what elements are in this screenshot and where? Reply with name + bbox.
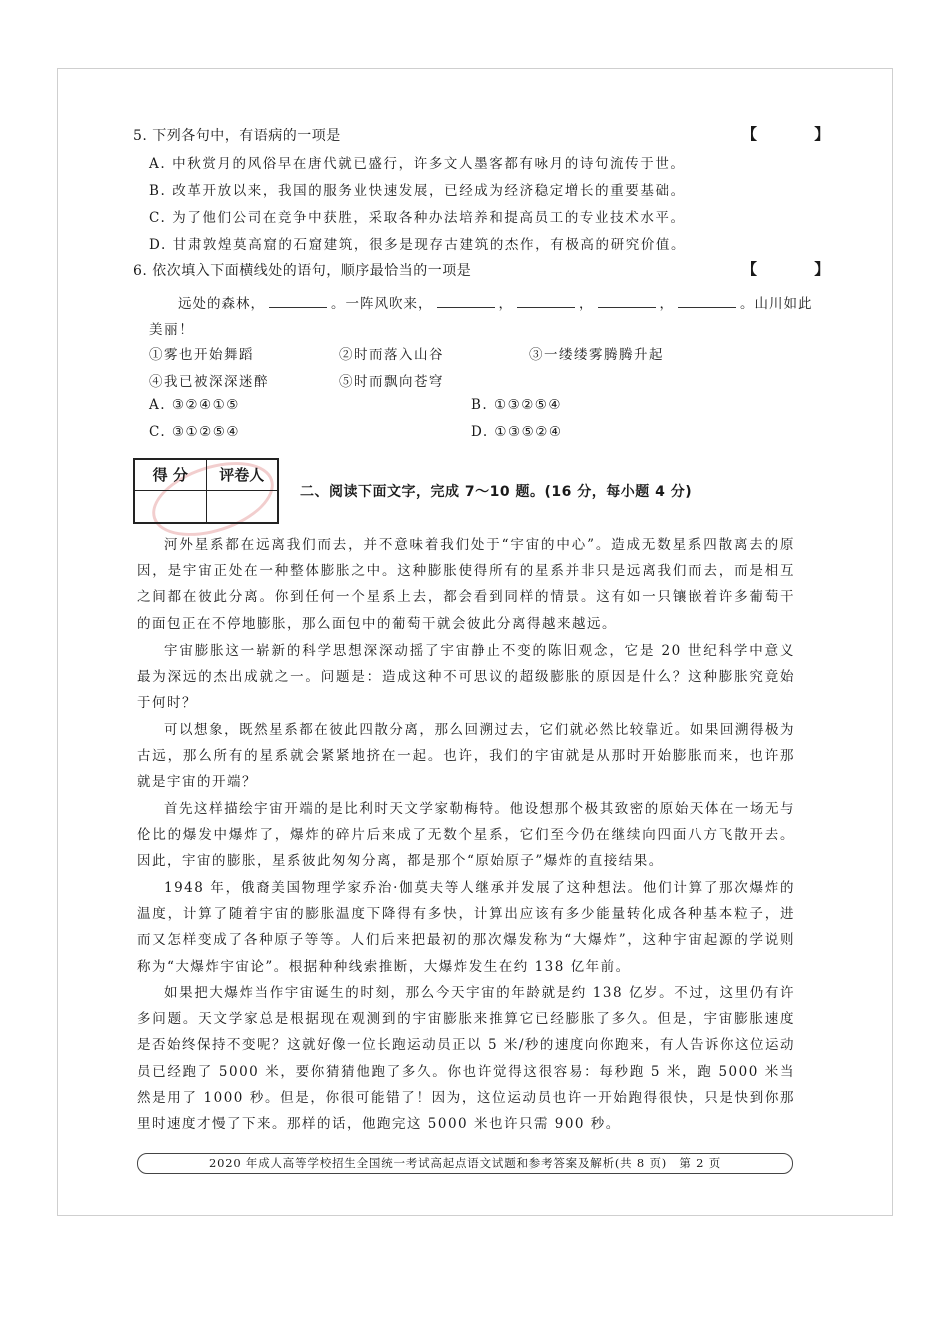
q6-choice-a: A. ③②④①⑤ [149, 397, 240, 413]
q5-option-c: C. 为了他们公司在竞争中获胜，采取各种办法培养和提高员工的专业技术水平。 [149, 210, 686, 226]
q6-choice-c: C. ③①②⑤④ [149, 424, 240, 440]
passage-paragraph-6: 如果把大爆炸当作宇宙诞生的时刻，那么今天宇宙的年龄就是约 138 亿岁。不过，这里仍有许多问题。天文学家总是根据现在观测到的宇宙膨胀来推算它已经膨胀了多久。但是，宇宙膨胀速度是否始终保持不变呢？这就好像一位长跑运动员正以 5 米/秒的速度向你跑来，有人告诉你这位运动员已经跑了 5000 米，要你猜猜他跑了多久。你也许觉得这很容易：每秒跑 5 米，跑 5000 米当然是用了 1000 秒。但是，你很可能错了！因为，这位运动员也许一开始跑得很快，只是快到你那里时速度才慢了下来。那样的话，他跑完这 5000 米也许只需 900 秒。 [137, 985, 795, 1133]
q6-sep-2: ， [579, 296, 594, 312]
passage-paragraph-4: 首先这样描绘宇宙开端的是比利时天文学家勒梅特。他设想那个极其致密的原始天体在一场无与伦比的爆发中爆炸了，爆炸的碎片后来成了无数个星系，它们至今仍在继续向四面八方飞散开去。因此，宇宙的膨胀，星系彼此匆匆分离，都是那个“原始原子”爆炸的直接结果。 [137, 801, 795, 870]
reviewer-label: 评卷人 [206, 460, 278, 490]
q5-option-a: A. 中秋赏月的风俗早在唐代就已盛行，许多文人墨客都有咏月的诗句流传于世。 [149, 156, 686, 172]
q6-item-3: ③一缕缕雾腾腾升起 [529, 347, 664, 363]
passage-paragraph-2: 宇宙膨胀这一崭新的科学思想深深动摇了宇宙静止不变的陈旧观念，它是 20 世纪科学中意义最为深远的杰出成就之一。问题是：造成这种不可思议的超级膨胀的原因是什么？这种膨胀究竟始于何时？ [137, 643, 795, 712]
q6-sentence [150, 292, 813, 312]
page-footer: 2020 年成人高等学校招生全国统一考试高起点语文试题和参考答案及解析(共 8 页) 第 2 页 [137, 1153, 793, 1174]
q6-choice-d: D. ①③⑤②④ [471, 424, 563, 440]
blank-5 [678, 295, 736, 308]
q5-stem: 5. 下列各句中，有语病的一项是 [133, 128, 341, 144]
score-label: 得 分 [152, 466, 188, 484]
q6-item-5: ⑤时而飘向苍穹 [339, 374, 444, 390]
q6-item-2: ②时而落入山谷 [339, 347, 444, 363]
score-box [133, 458, 279, 524]
q6-stem: 6. 依次填入下面横线处的语句，顺序最恰当的一项是 [133, 263, 472, 279]
reviewer-cell [206, 491, 278, 523]
blank-1 [269, 295, 327, 308]
q6-choice-b: B. ①③②⑤④ [471, 397, 563, 413]
q6-sentence-start: 远处的森林， [178, 296, 265, 312]
q5-answer-bracket: 【 】 [742, 125, 856, 143]
q6-sentence-cont: 美丽！ [149, 322, 195, 338]
blank-3 [517, 295, 575, 308]
passage-paragraph-3: 可以想象，既然星系都在彼此四散分离，那么回溯过去，它们就必然比较靠近。如果回溯得极为古远，那么所有的星系就会紧紧地挤在一起。也许，我们的宇宙就是从那时开始膨胀而来，也许那就是宇宙的开端？ [137, 722, 795, 791]
q6-sep-3: ， [659, 296, 674, 312]
q6-sentence-mid: 。一阵风吹来， [331, 296, 433, 312]
passage-paragraph-5: 1948 年，俄裔美国物理学家乔治·伽莫夫等人继承并发展了这种想法。他们计算了那次爆炸的温度，计算了随着宇宙的膨胀温度下降得有多快，计算出应该有多少能量转化成各种基本粒子，进而又怎样变成了各种原子等等。人们后来把最初的那次爆发称为“大爆炸”，这种宇宙起源的学说则称为“大爆炸宇宙论”。根据种种线索推断，大爆炸发生在约 138 亿年前。 [137, 880, 795, 975]
q5-option-b: B. 改革开放以来，我国的服务业快速发展，已经成为经济稳定增长的重要基础。 [149, 183, 686, 199]
q6-sentence-end: 。山川如此 [740, 296, 813, 312]
q6-answer-bracket: 【 】 [742, 260, 856, 278]
blank-2 [437, 295, 495, 308]
passage-paragraph-1: 河外星系都在远离我们而去，并不意味着我们处于“宇宙的中心”。造成无数星系四散离去的原因，是宇宙正处在一种整体膨胀之中。这种膨胀使得所有的星系并非只是远离我们而去，而是相互之间都在彼此分离。你到任何一个星系上去，都会看到同样的情景。这有如一只镶嵌着许多葡萄干的面包正在不停地膨胀，那么面包中的葡萄干就会彼此分离得越来越远。 [137, 537, 795, 632]
q6-sep-1: ， [498, 296, 513, 312]
section-title: 二、阅读下面文字，完成 7～10 题。(16 分，每小题 4 分) [300, 484, 693, 500]
blank-4 [598, 295, 656, 308]
q6-item-4: ④我已被深深迷醉 [149, 374, 269, 390]
q5-option-d: D. 甘肃敦煌莫高窟的石窟建筑，很多是现存古建筑的杰作，有极高的研究价值。 [149, 237, 687, 253]
score-cell [135, 491, 206, 523]
q6-item-1: ①雾也开始舞蹈 [149, 347, 254, 363]
